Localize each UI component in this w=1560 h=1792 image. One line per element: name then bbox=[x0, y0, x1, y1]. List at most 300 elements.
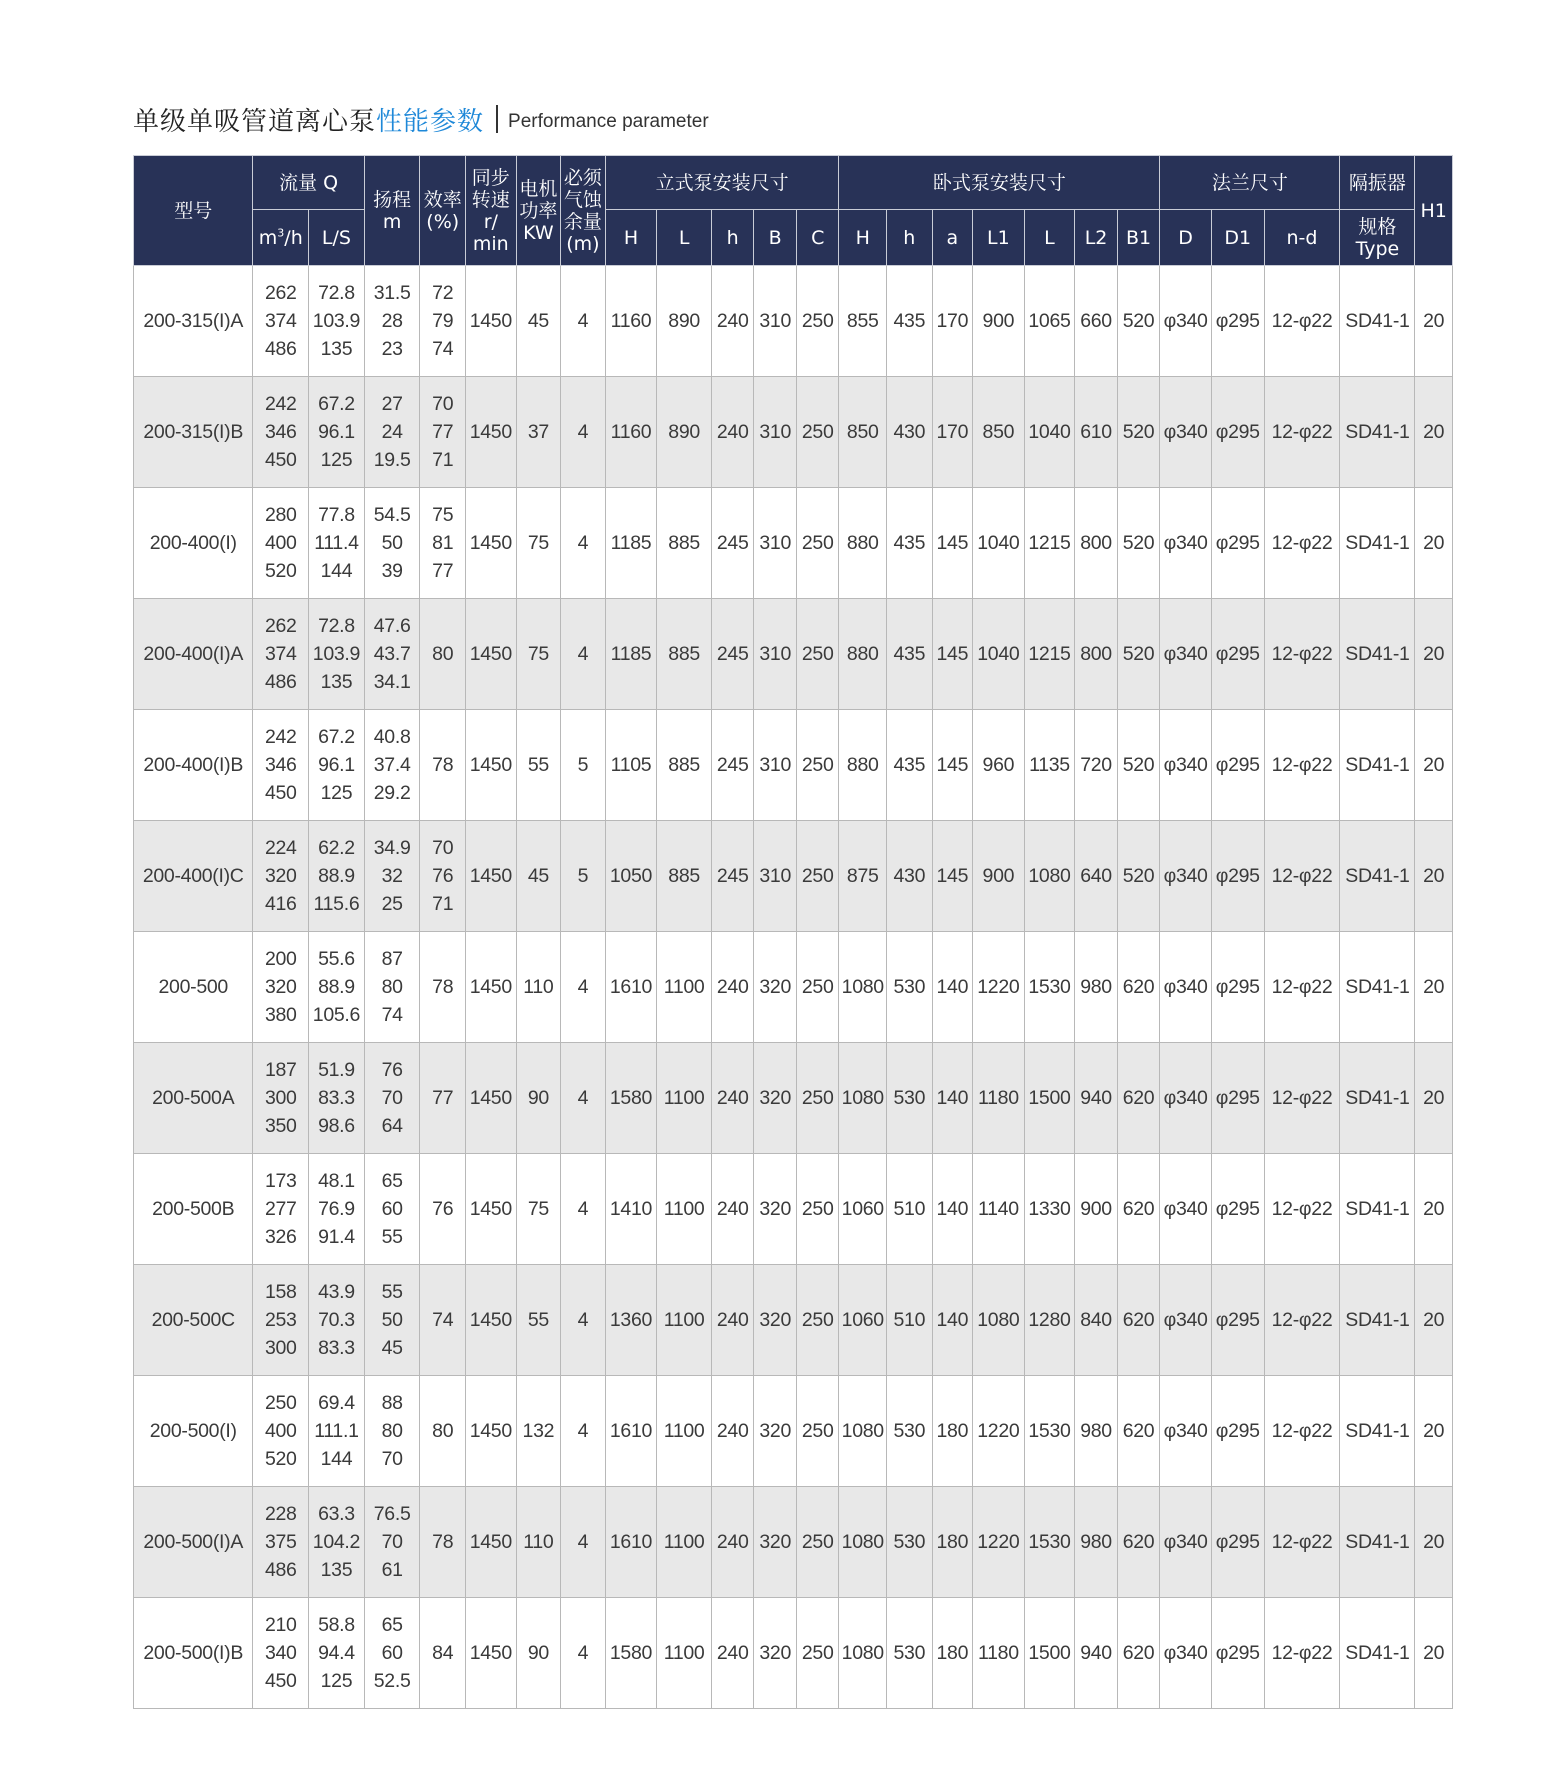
cell-model: 200-500(I)A bbox=[134, 1487, 253, 1598]
header-flange-dims: 法兰尺寸 bbox=[1160, 156, 1340, 210]
header-v-col: H bbox=[605, 210, 657, 266]
cell-horizontal-dim: 140 bbox=[932, 1043, 972, 1154]
cell-vertical-dim: 310 bbox=[754, 377, 797, 488]
cell-npsh: 4 bbox=[561, 1265, 606, 1376]
cell-horizontal-dim: 1500 bbox=[1024, 1598, 1075, 1709]
cell-flow-m3h: 262 374 486 bbox=[253, 599, 309, 710]
header-isolator: 隔振器 bbox=[1340, 156, 1415, 210]
cell-horizontal-dim: 1040 bbox=[973, 599, 1025, 710]
cell-vertical-dim: 320 bbox=[754, 1487, 797, 1598]
cell-vertical-dim: 320 bbox=[754, 1043, 797, 1154]
cell-flange-dim: φ340 bbox=[1160, 266, 1212, 377]
cell-flow-m3h: 250 400 520 bbox=[253, 1376, 309, 1487]
cell-h1: 20 bbox=[1415, 1043, 1453, 1154]
cell-vertical-dim: 320 bbox=[754, 932, 797, 1043]
cell-vertical-dim: 240 bbox=[711, 1487, 754, 1598]
cell-flow-ls: 43.9 70.3 83.3 bbox=[309, 1265, 365, 1376]
cell-horizontal-dim: 435 bbox=[887, 488, 933, 599]
cell-horizontal-dim: 520 bbox=[1117, 821, 1160, 932]
cell-h1: 20 bbox=[1415, 1598, 1453, 1709]
cell-npsh: 4 bbox=[561, 377, 606, 488]
cell-horizontal-dim: 1330 bbox=[1024, 1154, 1075, 1265]
cell-flange-dim: φ295 bbox=[1211, 488, 1264, 599]
cell-horizontal-dim: 640 bbox=[1075, 821, 1118, 932]
cell-vertical-dim: 240 bbox=[711, 377, 754, 488]
cell-flow-m3h: 280 400 520 bbox=[253, 488, 309, 599]
header-isolator-spec: 规格 Type bbox=[1340, 210, 1415, 266]
header-h-col: L1 bbox=[973, 210, 1025, 266]
cell-vertical-dim: 885 bbox=[657, 488, 712, 599]
header-f-col: D bbox=[1160, 210, 1212, 266]
header-h-col: B1 bbox=[1117, 210, 1160, 266]
header-f-col: n-d bbox=[1264, 210, 1340, 266]
header-h-col: L2 bbox=[1075, 210, 1118, 266]
cell-vertical-dim: 1580 bbox=[605, 1598, 657, 1709]
cell-horizontal-dim: 1080 bbox=[839, 1376, 887, 1487]
header-h-col: h bbox=[887, 210, 933, 266]
cell-flow-ls: 58.8 94.4 125 bbox=[309, 1598, 365, 1709]
table-header bbox=[134, 156, 1453, 266]
page-title bbox=[133, 97, 709, 141]
cell-flange-dim: φ295 bbox=[1211, 1043, 1264, 1154]
cell-flange-dim: 12-φ22 bbox=[1264, 932, 1340, 1043]
cell-vertical-dim: 310 bbox=[754, 710, 797, 821]
cell-horizontal-dim: 620 bbox=[1117, 1154, 1160, 1265]
cell-h1: 20 bbox=[1415, 599, 1453, 710]
cell-flow-m3h: 200 320 380 bbox=[253, 932, 309, 1043]
cell-speed: 1450 bbox=[466, 599, 517, 710]
cell-horizontal-dim: 1215 bbox=[1024, 488, 1075, 599]
cell-horizontal-dim: 520 bbox=[1117, 488, 1160, 599]
cell-speed: 1450 bbox=[466, 821, 517, 932]
cell-flow-m3h: 262 374 486 bbox=[253, 266, 309, 377]
cell-horizontal-dim: 140 bbox=[932, 1154, 972, 1265]
cell-vertical-dim: 1185 bbox=[605, 488, 657, 599]
cell-vertical-dim: 1100 bbox=[657, 1598, 712, 1709]
cell-horizontal-dim: 800 bbox=[1075, 488, 1118, 599]
cell-flange-dim: φ295 bbox=[1211, 1376, 1264, 1487]
cell-flow-m3h: 158 253 300 bbox=[253, 1265, 309, 1376]
cell-power: 110 bbox=[516, 1487, 561, 1598]
cell-flow-ls: 69.4 111.1 144 bbox=[309, 1376, 365, 1487]
cell-horizontal-dim: 1220 bbox=[973, 1487, 1025, 1598]
cell-vertical-dim: 1105 bbox=[605, 710, 657, 821]
cell-vertical-dim: 1410 bbox=[605, 1154, 657, 1265]
cell-model: 200-500A bbox=[134, 1043, 253, 1154]
cell-flange-dim: φ295 bbox=[1211, 1154, 1264, 1265]
cell-vertical-dim: 250 bbox=[796, 1265, 839, 1376]
cell-horizontal-dim: 1280 bbox=[1024, 1265, 1075, 1376]
cell-power: 75 bbox=[516, 488, 561, 599]
cell-horizontal-dim: 855 bbox=[839, 266, 887, 377]
cell-power: 90 bbox=[516, 1043, 561, 1154]
cell-efficiency: 80 bbox=[420, 599, 466, 710]
cell-horizontal-dim: 435 bbox=[887, 599, 933, 710]
cell-vertical-dim: 245 bbox=[711, 710, 754, 821]
cell-horizontal-dim: 140 bbox=[932, 1265, 972, 1376]
cell-flange-dim: 12-φ22 bbox=[1264, 266, 1340, 377]
header-npsh: 必须 气蚀 余量 (m) bbox=[561, 156, 606, 266]
cell-isolator: SD41-1 bbox=[1340, 377, 1415, 488]
cell-head: 88 80 70 bbox=[364, 1376, 420, 1487]
cell-isolator: SD41-1 bbox=[1340, 266, 1415, 377]
header-h1: H1 bbox=[1415, 156, 1453, 266]
cell-flow-m3h: 210 340 450 bbox=[253, 1598, 309, 1709]
cell-vertical-dim: 1100 bbox=[657, 1154, 712, 1265]
cell-flange-dim: 12-φ22 bbox=[1264, 1043, 1340, 1154]
cell-horizontal-dim: 170 bbox=[932, 377, 972, 488]
cell-model: 200-400(I)C bbox=[134, 821, 253, 932]
cell-vertical-dim: 250 bbox=[796, 599, 839, 710]
cell-horizontal-dim: 430 bbox=[887, 377, 933, 488]
cell-power: 110 bbox=[516, 932, 561, 1043]
cell-horizontal-dim: 1040 bbox=[973, 488, 1025, 599]
cell-horizontal-dim: 610 bbox=[1075, 377, 1118, 488]
cell-npsh: 4 bbox=[561, 599, 606, 710]
cell-speed: 1450 bbox=[466, 1043, 517, 1154]
cell-speed: 1450 bbox=[466, 488, 517, 599]
cell-flow-ls: 63.3 104.2 135 bbox=[309, 1487, 365, 1598]
cell-model: 200-500 bbox=[134, 932, 253, 1043]
cell-flow-ls: 67.2 96.1 125 bbox=[309, 710, 365, 821]
cell-horizontal-dim: 145 bbox=[932, 488, 972, 599]
cell-isolator: SD41-1 bbox=[1340, 1154, 1415, 1265]
cell-horizontal-dim: 510 bbox=[887, 1154, 933, 1265]
cell-power: 75 bbox=[516, 1154, 561, 1265]
cell-npsh: 4 bbox=[561, 1154, 606, 1265]
cell-speed: 1450 bbox=[466, 1154, 517, 1265]
cell-isolator: SD41-1 bbox=[1340, 710, 1415, 821]
cell-flow-ls: 51.9 83.3 98.6 bbox=[309, 1043, 365, 1154]
cell-npsh: 4 bbox=[561, 488, 606, 599]
cell-vertical-dim: 885 bbox=[657, 821, 712, 932]
cell-npsh: 4 bbox=[561, 932, 606, 1043]
cell-vertical-dim: 240 bbox=[711, 1376, 754, 1487]
title-accent: 性能参数 bbox=[376, 106, 485, 137]
cell-flange-dim: φ340 bbox=[1160, 488, 1212, 599]
table-row bbox=[134, 932, 1453, 1043]
cell-horizontal-dim: 1040 bbox=[1024, 377, 1075, 488]
cell-npsh: 5 bbox=[561, 710, 606, 821]
cell-horizontal-dim: 1530 bbox=[1024, 1376, 1075, 1487]
cell-vertical-dim: 250 bbox=[796, 1043, 839, 1154]
cell-flange-dim: φ295 bbox=[1211, 710, 1264, 821]
cell-flange-dim: 12-φ22 bbox=[1264, 710, 1340, 821]
cell-horizontal-dim: 530 bbox=[887, 1376, 933, 1487]
cell-horizontal-dim: 170 bbox=[932, 266, 972, 377]
cell-h1: 20 bbox=[1415, 377, 1453, 488]
cell-head: 27 24 19.5 bbox=[364, 377, 420, 488]
cell-flow-m3h: 224 320 416 bbox=[253, 821, 309, 932]
cell-horizontal-dim: 530 bbox=[887, 1043, 933, 1154]
cell-isolator: SD41-1 bbox=[1340, 821, 1415, 932]
cell-head: 54.5 50 39 bbox=[364, 488, 420, 599]
title-english: Performance parameter bbox=[508, 111, 709, 132]
title-main: 单级单吸管道离心泵 bbox=[133, 106, 377, 137]
cell-horizontal-dim: 520 bbox=[1117, 377, 1160, 488]
cell-vertical-dim: 320 bbox=[754, 1598, 797, 1709]
cell-vertical-dim: 320 bbox=[754, 1265, 797, 1376]
cell-horizontal-dim: 720 bbox=[1075, 710, 1118, 821]
cell-h1: 20 bbox=[1415, 488, 1453, 599]
cell-flange-dim: 12-φ22 bbox=[1264, 1376, 1340, 1487]
cell-flow-m3h: 242 346 450 bbox=[253, 710, 309, 821]
cell-flange-dim: φ340 bbox=[1160, 710, 1212, 821]
cell-power: 132 bbox=[516, 1376, 561, 1487]
cell-isolator: SD41-1 bbox=[1340, 599, 1415, 710]
cell-flange-dim: φ340 bbox=[1160, 1154, 1212, 1265]
cell-horizontal-dim: 1080 bbox=[839, 932, 887, 1043]
cell-head: 76.5 70 61 bbox=[364, 1487, 420, 1598]
cell-power: 90 bbox=[516, 1598, 561, 1709]
header-flow-ls: L/S bbox=[309, 210, 365, 266]
cell-vertical-dim: 885 bbox=[657, 710, 712, 821]
header-efficiency: 效率 (%) bbox=[420, 156, 466, 266]
cell-flange-dim: 12-φ22 bbox=[1264, 1265, 1340, 1376]
cell-horizontal-dim: 620 bbox=[1117, 1376, 1160, 1487]
cell-vertical-dim: 250 bbox=[796, 932, 839, 1043]
cell-efficiency: 75 81 77 bbox=[420, 488, 466, 599]
header-f-col: D1 bbox=[1211, 210, 1264, 266]
cell-flow-m3h: 228 375 486 bbox=[253, 1487, 309, 1598]
cell-vertical-dim: 310 bbox=[754, 821, 797, 932]
cell-flange-dim: 12-φ22 bbox=[1264, 488, 1340, 599]
cell-horizontal-dim: 180 bbox=[932, 1598, 972, 1709]
table-row bbox=[134, 821, 1453, 932]
header-h-col: H bbox=[839, 210, 887, 266]
header-speed: 同步 转速 r/ min bbox=[466, 156, 517, 266]
table-row bbox=[134, 1487, 1453, 1598]
cell-horizontal-dim: 1080 bbox=[839, 1487, 887, 1598]
cell-vertical-dim: 1610 bbox=[605, 932, 657, 1043]
cell-horizontal-dim: 180 bbox=[932, 1376, 972, 1487]
cell-horizontal-dim: 1135 bbox=[1024, 710, 1075, 821]
cell-horizontal-dim: 880 bbox=[839, 599, 887, 710]
cell-horizontal-dim: 1060 bbox=[839, 1265, 887, 1376]
cell-horizontal-dim: 1530 bbox=[1024, 932, 1075, 1043]
cell-h1: 20 bbox=[1415, 932, 1453, 1043]
cell-flow-m3h: 242 346 450 bbox=[253, 377, 309, 488]
cell-power: 45 bbox=[516, 266, 561, 377]
cell-horizontal-dim: 180 bbox=[932, 1487, 972, 1598]
cell-h1: 20 bbox=[1415, 1265, 1453, 1376]
cell-efficiency: 78 bbox=[420, 932, 466, 1043]
cell-vertical-dim: 1100 bbox=[657, 932, 712, 1043]
cell-horizontal-dim: 510 bbox=[887, 1265, 933, 1376]
cell-vertical-dim: 240 bbox=[711, 1043, 754, 1154]
cell-flow-ls: 55.6 88.9 105.6 bbox=[309, 932, 365, 1043]
cell-flow-m3h: 187 300 350 bbox=[253, 1043, 309, 1154]
cell-horizontal-dim: 145 bbox=[932, 821, 972, 932]
cell-flange-dim: φ295 bbox=[1211, 266, 1264, 377]
cell-head: 40.8 37.4 29.2 bbox=[364, 710, 420, 821]
cell-vertical-dim: 310 bbox=[754, 488, 797, 599]
cell-vertical-dim: 1100 bbox=[657, 1487, 712, 1598]
cell-vertical-dim: 1100 bbox=[657, 1265, 712, 1376]
cell-flow-ls: 67.2 96.1 125 bbox=[309, 377, 365, 488]
cell-vertical-dim: 250 bbox=[796, 488, 839, 599]
cell-efficiency: 78 bbox=[420, 710, 466, 821]
cell-flow-ls: 48.1 76.9 91.4 bbox=[309, 1154, 365, 1265]
cell-head: 47.6 43.7 34.1 bbox=[364, 599, 420, 710]
cell-flange-dim: 12-φ22 bbox=[1264, 821, 1340, 932]
cell-model: 200-400(I) bbox=[134, 488, 253, 599]
cell-head: 65 60 55 bbox=[364, 1154, 420, 1265]
header-power: 电机 功率 KW bbox=[516, 156, 561, 266]
cell-vertical-dim: 1160 bbox=[605, 266, 657, 377]
table-row bbox=[134, 1265, 1453, 1376]
cell-flow-m3h: 173 277 326 bbox=[253, 1154, 309, 1265]
cell-speed: 1450 bbox=[466, 932, 517, 1043]
cell-npsh: 4 bbox=[561, 1043, 606, 1154]
cell-flange-dim: φ295 bbox=[1211, 1487, 1264, 1598]
cell-horizontal-dim: 980 bbox=[1075, 932, 1118, 1043]
cell-model: 200-400(I)A bbox=[134, 599, 253, 710]
cell-horizontal-dim: 875 bbox=[839, 821, 887, 932]
header-horizontal-dims: 卧式泵安装尺寸 bbox=[839, 156, 1160, 210]
cell-speed: 1450 bbox=[466, 266, 517, 377]
cell-vertical-dim: 240 bbox=[711, 266, 754, 377]
table-row bbox=[134, 1376, 1453, 1487]
cell-vertical-dim: 1610 bbox=[605, 1487, 657, 1598]
cell-efficiency: 78 bbox=[420, 1487, 466, 1598]
cell-horizontal-dim: 620 bbox=[1117, 932, 1160, 1043]
cell-power: 45 bbox=[516, 821, 561, 932]
cell-vertical-dim: 240 bbox=[711, 1598, 754, 1709]
performance-table bbox=[133, 155, 1453, 1709]
table-row bbox=[134, 1043, 1453, 1154]
cell-horizontal-dim: 900 bbox=[1075, 1154, 1118, 1265]
cell-h1: 20 bbox=[1415, 710, 1453, 821]
cell-speed: 1450 bbox=[466, 1487, 517, 1598]
cell-vertical-dim: 1050 bbox=[605, 821, 657, 932]
cell-horizontal-dim: 940 bbox=[1075, 1598, 1118, 1709]
cell-h1: 20 bbox=[1415, 821, 1453, 932]
cell-isolator: SD41-1 bbox=[1340, 1487, 1415, 1598]
cell-npsh: 4 bbox=[561, 1598, 606, 1709]
header-h-col: L bbox=[1024, 210, 1075, 266]
header-flow: 流量 Q bbox=[253, 156, 364, 210]
cell-vertical-dim: 250 bbox=[796, 710, 839, 821]
cell-vertical-dim: 240 bbox=[711, 1154, 754, 1265]
cell-horizontal-dim: 800 bbox=[1075, 599, 1118, 710]
cell-head: 87 80 74 bbox=[364, 932, 420, 1043]
cell-vertical-dim: 250 bbox=[796, 266, 839, 377]
cell-horizontal-dim: 140 bbox=[932, 932, 972, 1043]
cell-horizontal-dim: 520 bbox=[1117, 710, 1160, 821]
cell-speed: 1450 bbox=[466, 377, 517, 488]
cell-horizontal-dim: 960 bbox=[973, 710, 1025, 821]
cell-flow-ls: 72.8 103.9 135 bbox=[309, 266, 365, 377]
cell-flange-dim: φ340 bbox=[1160, 1376, 1212, 1487]
cell-flange-dim: φ340 bbox=[1160, 1043, 1212, 1154]
cell-isolator: SD41-1 bbox=[1340, 488, 1415, 599]
cell-vertical-dim: 320 bbox=[754, 1154, 797, 1265]
cell-model: 200-500C bbox=[134, 1265, 253, 1376]
cell-horizontal-dim: 900 bbox=[973, 266, 1025, 377]
cell-vertical-dim: 1100 bbox=[657, 1043, 712, 1154]
cell-flange-dim: φ340 bbox=[1160, 1598, 1212, 1709]
table-row bbox=[134, 1598, 1453, 1709]
cell-model: 200-500B bbox=[134, 1154, 253, 1265]
cell-horizontal-dim: 1140 bbox=[973, 1154, 1025, 1265]
cell-power: 37 bbox=[516, 377, 561, 488]
table-row bbox=[134, 266, 1453, 377]
cell-horizontal-dim: 1180 bbox=[973, 1598, 1025, 1709]
header-head: 扬程 m bbox=[364, 156, 420, 266]
cell-horizontal-dim: 530 bbox=[887, 1598, 933, 1709]
cell-horizontal-dim: 980 bbox=[1075, 1376, 1118, 1487]
title-divider bbox=[496, 105, 498, 133]
cell-horizontal-dim: 145 bbox=[932, 599, 972, 710]
cell-efficiency: 74 bbox=[420, 1265, 466, 1376]
cell-power: 55 bbox=[516, 710, 561, 821]
cell-model: 200-315(I)A bbox=[134, 266, 253, 377]
cell-horizontal-dim: 1180 bbox=[973, 1043, 1025, 1154]
cell-horizontal-dim: 1500 bbox=[1024, 1043, 1075, 1154]
cell-flange-dim: φ295 bbox=[1211, 1265, 1264, 1376]
cell-isolator: SD41-1 bbox=[1340, 1265, 1415, 1376]
cell-npsh: 4 bbox=[561, 266, 606, 377]
cell-flange-dim: φ340 bbox=[1160, 1265, 1212, 1376]
cell-efficiency: 77 bbox=[420, 1043, 466, 1154]
cell-efficiency: 70 77 71 bbox=[420, 377, 466, 488]
cell-horizontal-dim: 620 bbox=[1117, 1265, 1160, 1376]
cell-vertical-dim: 310 bbox=[754, 599, 797, 710]
cell-speed: 1450 bbox=[466, 1598, 517, 1709]
cell-head: 55 50 45 bbox=[364, 1265, 420, 1376]
cell-horizontal-dim: 1080 bbox=[839, 1598, 887, 1709]
cell-h1: 20 bbox=[1415, 1376, 1453, 1487]
cell-model: 200-500(I) bbox=[134, 1376, 253, 1487]
cell-horizontal-dim: 1080 bbox=[973, 1265, 1025, 1376]
cell-power: 55 bbox=[516, 1265, 561, 1376]
cell-vertical-dim: 245 bbox=[711, 599, 754, 710]
cell-flange-dim: φ340 bbox=[1160, 932, 1212, 1043]
header-v-col: h bbox=[711, 210, 754, 266]
table-row bbox=[134, 1154, 1453, 1265]
table-row bbox=[134, 488, 1453, 599]
cell-horizontal-dim: 1065 bbox=[1024, 266, 1075, 377]
cell-npsh: 4 bbox=[561, 1376, 606, 1487]
cell-head: 65 60 52.5 bbox=[364, 1598, 420, 1709]
cell-model: 200-315(I)B bbox=[134, 377, 253, 488]
cell-flange-dim: 12-φ22 bbox=[1264, 1598, 1340, 1709]
cell-horizontal-dim: 435 bbox=[887, 710, 933, 821]
cell-flange-dim: φ295 bbox=[1211, 932, 1264, 1043]
cell-head: 34.9 32 25 bbox=[364, 821, 420, 932]
cell-horizontal-dim: 980 bbox=[1075, 1487, 1118, 1598]
cell-vertical-dim: 250 bbox=[796, 821, 839, 932]
cell-power: 75 bbox=[516, 599, 561, 710]
cell-vertical-dim: 250 bbox=[796, 377, 839, 488]
cell-speed: 1450 bbox=[466, 1265, 517, 1376]
cell-flange-dim: φ340 bbox=[1160, 377, 1212, 488]
cell-horizontal-dim: 900 bbox=[973, 821, 1025, 932]
cell-horizontal-dim: 620 bbox=[1117, 1043, 1160, 1154]
cell-flange-dim: φ295 bbox=[1211, 377, 1264, 488]
cell-vertical-dim: 245 bbox=[711, 821, 754, 932]
cell-vertical-dim: 250 bbox=[796, 1598, 839, 1709]
cell-horizontal-dim: 435 bbox=[887, 266, 933, 377]
table-row bbox=[134, 599, 1453, 710]
cell-vertical-dim: 250 bbox=[796, 1376, 839, 1487]
cell-speed: 1450 bbox=[466, 1376, 517, 1487]
cell-vertical-dim: 240 bbox=[711, 932, 754, 1043]
cell-flow-ls: 77.8 111.4 144 bbox=[309, 488, 365, 599]
table-row bbox=[134, 710, 1453, 821]
cell-vertical-dim: 310 bbox=[754, 266, 797, 377]
